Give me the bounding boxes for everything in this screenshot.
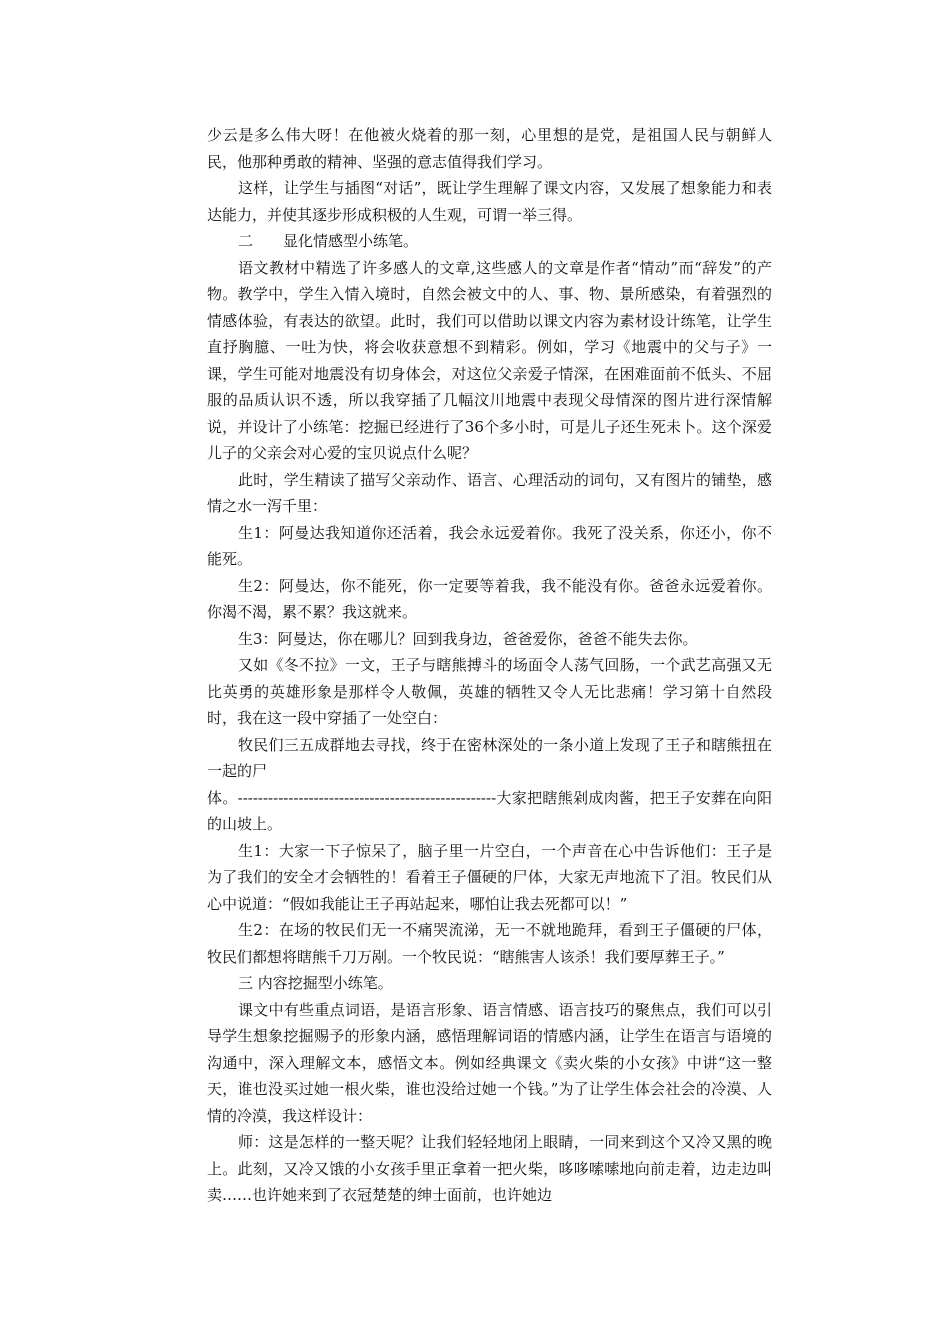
student-answer-4: 生1：大家一下子惊呆了，脑子里一片空白，一个声音在心中告诉他们：王子是为了我们的安全才会牺牲的！看着王子僵硬的尸体，大家无声地流下了泪。牧民们从心中说道：“假如我能让王子再站起来，哪怕让我去死都可以！”: [207, 841, 772, 913]
paragraph-3: 语文教材中精选了许多感人的文章,这些感人的文章是作者“情动”而“辞发”的产物。教学中，学生入情入境时，自然会被文中的人、事、物、景所感染，有着强烈的情感体验，有表达的欲望。此时，我们可以借助以课文内容为素材设计练笔，让学生直抒胸臆、一吐为快，将会收获意想不到精彩。例如，学习《地震中的父与子》一课，学生可能对地震没有切身体会，对这位父亲爱子情深，在困难面前不低头、不屈服的品质认识不透，所以我穿插了几幅汶川地震中表现父母情深的图片进行深情解说，并设计了小练笔：挖掘已经进行了36个多小时，可是儿子还生死未卜。这个深爱儿子的父亲会对心爱的宝贝说点什么呢？: [207, 258, 772, 462]
paragraph-1: 少云是多么伟大呀！在他被火烧着的那一刻，心里想的是党，是祖国人民与朝鲜人民，他那种勇敢的精神、坚强的意志值得我们学习。: [207, 126, 772, 171]
student-answer-2: 生2：阿曼达，你不能死，你一定要等着我，我不能没有你。爸爸永远爱着你。你渴不渴，累不累？我这就来。: [207, 576, 772, 621]
paragraph-7: 体。---------------------------------------------------大家把瞎熊剁成肉酱，把王子安葬在向阳的山坡上。: [207, 788, 772, 833]
student-answer-5: 生2：在场的牧民们无一不痛哭流涕，无一不就地跪拜，看到王子僵硬的尸体，牧民们都想将瞎熊千刀万剐。一个牧民说：“瞎熊害人该杀！我们要厚葬王子。”: [207, 921, 772, 966]
student-answer-1: 生1：阿曼达我知道你还活着，我会永远爱着你。我死了没关系，你还小，你不能死。: [207, 523, 772, 568]
paragraph-5: 又如《冬不拉》一文，王子与瞎熊搏斗的场面令人荡气回肠，一个武艺高强又无比英勇的英雄形象是那样令人敬佩，英雄的牺牲又令人无比悲痛！学习第十自然段时，我在这一段中穿插了一处空白：: [207, 656, 772, 727]
paragraph-6: 牧民们三五成群地去寻找，终于在密林深处的一条小道上发现了王子和瞎熊扭在一起的尸: [207, 735, 772, 780]
document-body: [207, 122, 772, 1209]
section-heading-3: 三 内容挖掘型小练笔。: [238, 974, 393, 992]
paragraph-4: 此时，学生精读了描写父亲动作、语言、心理活动的词句，又有图片的铺垫，感情之水一泻千里：: [207, 470, 772, 515]
paragraph-2: 这样，让学生与插图“对话”，既让学生理解了课文内容，又发展了想象能力和表达能力，并使其逐步形成积极的人生观，可谓一举三得。: [207, 179, 772, 224]
section-heading-2: 二 显化情感型小练笔。: [238, 232, 419, 250]
student-answer-3: 生3：阿曼达，你在哪儿？回到我身边，爸爸爱你，爸爸不能失去你。: [238, 629, 698, 648]
teacher-prompt: 师：这是怎样的一整天呢？让我们轻轻地闭上眼睛，一同来到这个又冷又黑的晚上。此刻，又冷又饿的小女孩手里正拿着一把火柴，哆哆嗦嗦地向前走着，边走边叫卖……也许她来到了衣冠楚楚的绅士面前，也许她边: [207, 1133, 772, 1204]
paragraph-8: 课文中有些重点词语，是语言形象、语言情感、语言技巧的聚焦点，我们可以引导学生想象挖掘赐予的形象内涵，感悟理解词语的情感内涵，让学生在语言与语境的沟通中，深入理解文本，感悟文本。例如经典课文《卖火柴的小女孩》中讲“这一整天，谁也没买过她一根火柴，谁也没给过她一个钱。”为了让学生体会社会的冷漠、人情的冷漠，我这样设计：: [207, 1000, 772, 1125]
